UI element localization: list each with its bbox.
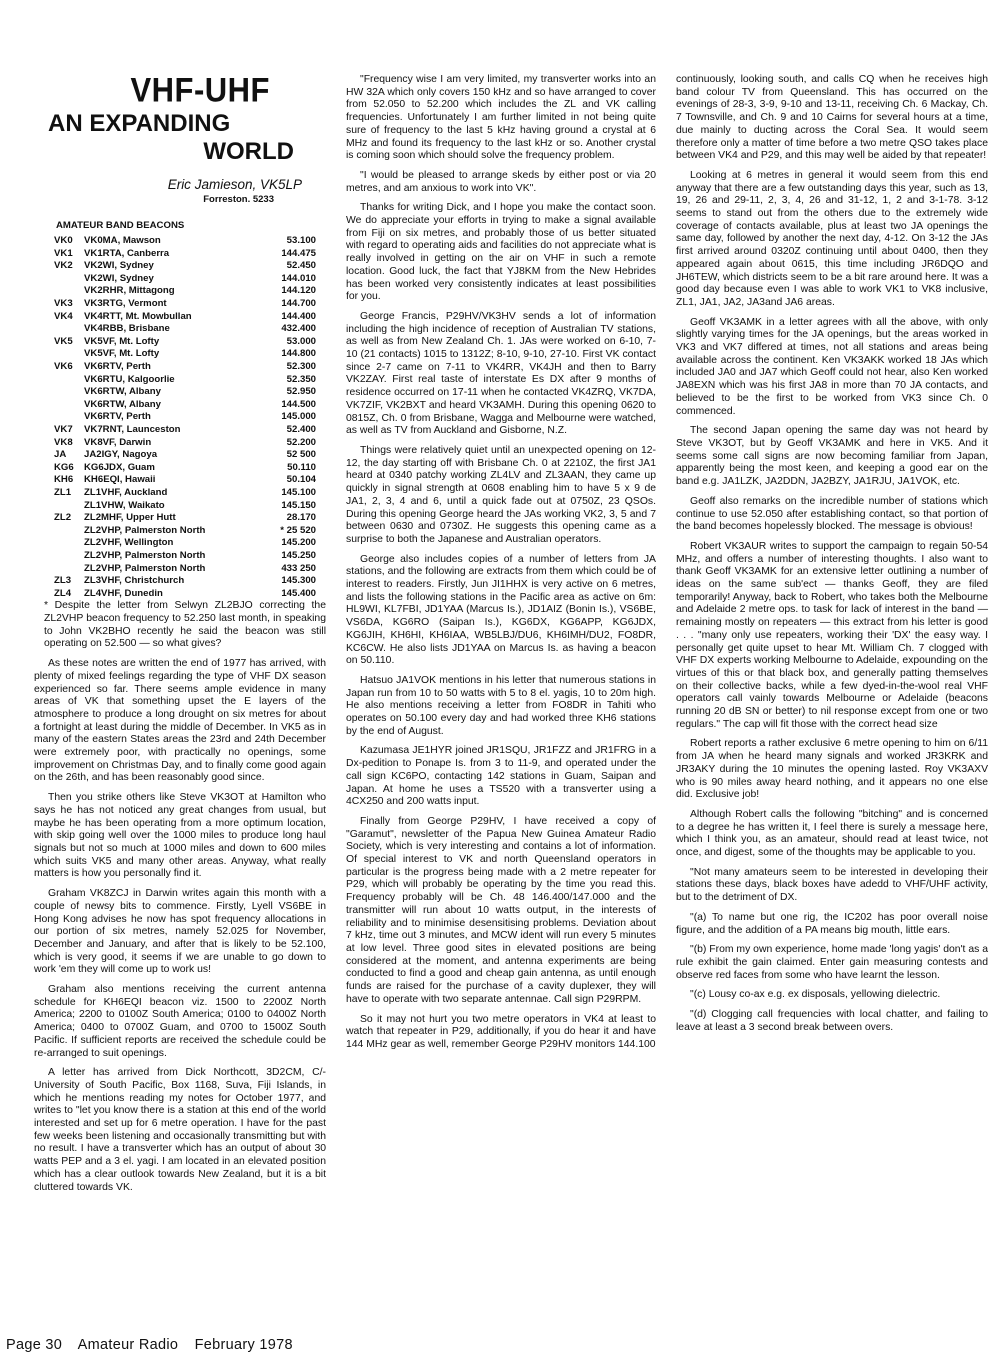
beacon-callsign: VK6RTW, Albany (84, 386, 161, 398)
beacon-callsign: VK8VF, Darwin (84, 436, 152, 448)
beacon-frequency: 53.000 (286, 335, 316, 347)
beacon-state: VK4 (54, 310, 73, 322)
paragraph: continuously, looking south, and calls CQ when he receives high band colour TV from Queensland. This has occurred on the evenings of 28-3, 3-9, 9-10 and 13-11, receiving Ch. 6 Mackay, Ch. 7 Townsville, and Ch. 9 and 10 Cairns for several hours at a time, due mainly to ducting across the Coral Sea. It would seem therefore only a matter of time before a two metre QSO takes place between VK4 and P29, and this may well be aided by that repeater! (676, 74, 988, 162)
beacon-row (54, 361, 316, 374)
beacon-frequency: 52.350 (286, 373, 316, 385)
beacon-state (54, 399, 84, 412)
paragraph: Geoff VK3AMK in a letter agrees with all the above, with only slightly varying times for the JA openings, but the areas worked in VK3 and VK7 differed at times, not all stations and areas being available across the continent. Ken VK3AKK worked 18 JAs which included JA0 and JA7 which Geoff could not hear, also Ken worked JA8EXN which was his first JA8 in more than 70 JA contacts, and believed to be the first to be worked from VK3 since Ch. 0 commenced. (676, 316, 988, 417)
beacon-frequency: 145.150 (281, 499, 316, 511)
beacon-callsign: KG6JDX, Guam (84, 461, 155, 473)
beacon-frequency: 144.700 (281, 298, 316, 310)
paragraph: The second Japan opening the same day was not heard by Steve VK3OT, but by Geoff VK3AMK and here in VK5. And it seems some call signs are now becoming familiar from Japan, apparently being the most keen, and keeping a good ear on the band e.g. JA1LZK, JA2DDN, JA2BZY, JA1RJU, JA1VOK, etc. (676, 425, 988, 488)
paragraph: "Frequency wise I am very limited, my transverter works into an HW 32A which only covers 150 kHz and so have arranged to cover from 52.050 to 52.200 which includes the ZL and VK calling frequencies. Unfortunately I am further limited in not being quite sure of frequency to the last 5 kHz having ground a crystal at 6 MHz and found its frequency to the last kHz or so. Another crystal is coming soon which should solve the frequency problem. (346, 74, 656, 162)
beacon-callsign: VK6RTV, Perth (84, 361, 151, 373)
beacon-state (54, 563, 84, 576)
beacon-row (54, 512, 316, 525)
beacon-frequency: 145.400 (281, 587, 316, 599)
beacon-row (54, 248, 316, 261)
title-line-1: VHF-UHF (130, 69, 270, 110)
beacon-frequency: 52.950 (286, 386, 316, 398)
beacon-row (54, 235, 316, 248)
beacon-state (54, 500, 84, 513)
beacon-frequency: 145.250 (281, 549, 316, 561)
publication-name: Amateur Radio (77, 1337, 179, 1353)
beacon-callsign: VK4RTT, Mt. Mowbullan (84, 310, 192, 322)
beacon-row (54, 323, 316, 336)
beacon-callsign: VK0MA, Mawson (84, 235, 161, 247)
author-location: Forreston. 5233 (203, 193, 274, 205)
paragraph: Graham VK8ZCJ in Darwin writes again this month with a couple of newsy bits to commence. Firstly, Lyell VS6BE in Hong Kong advises he now has spot frequency allocations in our portion of six metres, namely 52.025 for November, December and January, and after that is likely to be 52.100, which is very good, it seems if we are unable to go down to work 'em they will come up to work us! (34, 888, 326, 976)
paragraph: Things were relatively quiet until an unexpected opening on 12-12, the day starting off with Brisbane Ch. 0 at 2210Z, the first JA1 heard at 0340 patchy working ZL4LV and ZL3AAN, they came up quickly in signal strength at 0608 enabling him to have 5 x 9 de JA1, 2, 3, 4 and 6, until a quick fade out at 0750Z, 23 QSOs. During this opening George heard the JAs working VK2, 3, 5 and 7 between 0630 and 0730Z. He suggests this opening came as a surprise to both the Japanese and Australian operators. (346, 444, 656, 545)
beacon-state (54, 411, 84, 424)
beacon-row (54, 424, 316, 437)
paragraph: George Francis, P29HV/VK3HV sends a lot of information including the high incidence of reception of Australian TV stations, as well as from New Zealand Ch. 1. JAs were worked on 6-10, 7-10 (21 contacts) 1015 to 1312Z; 8-10, 9-10, 27-10. First VK contact since 2-7 came on 7-11 to VK4RR, VK4JH and then to Barry VK2ZAY. First real taste of interstate Es DX after 9 months of residence occurred on 17-11 when he contacted VK4ZRQ, VK7DA, VK7ZIF, VK2BXT and heard VK3AMH. During this opening 0620 to 0815Z, Ch. 0 from Brisbane, Wagga and Melbourne were watched, as well as TV from Auckland and Gisborne, N.Z. (346, 310, 656, 437)
column-3 (676, 74, 988, 1042)
beacon-row (54, 550, 316, 563)
beacon-frequency: 144.800 (281, 348, 316, 360)
beacon-frequency: 52.200 (286, 436, 316, 448)
column-1 (34, 69, 326, 1201)
beacon-callsign: VK2WI, Sydney (84, 272, 154, 284)
beacon-frequency: 145.200 (281, 537, 316, 549)
beacon-frequency: 50.110 (287, 461, 316, 473)
beacon-callsign: VK5VF, Mt. Lofty (84, 348, 160, 360)
beacon-frequency: 144.400 (281, 310, 316, 322)
title-line-2: AN EXPANDING (48, 110, 231, 137)
column-1-body (34, 658, 326, 1194)
beacon-callsign: VK6RTU, Kalgoorlie (84, 373, 175, 385)
beacon-state (54, 285, 84, 298)
beacon-state (54, 348, 84, 361)
beacon-state (54, 550, 84, 563)
beacon-callsign: ZL1VHW, Waikato (84, 499, 165, 511)
beacon-state: ZL3 (54, 575, 72, 587)
paragraph: As these notes are written the end of 1977 has arrived, with plenty of mixed feelings regarding the type of VHF DX season experienced so far. There seems ample evidence in many areas of VK that something upset the E layers of the atmosphere to produce a long drought on six metres for about a fortnight at least during the middle of December. In VK5 as in many of the eastern States areas the 23rd and 24th December were extremely poor, with practically no openings, some improvement on Christmas Day, and to finally come good again on the 26th, and has been reasonably good since. (34, 658, 326, 784)
paragraph: "(c) Lousy co-ax e.g. ex disposals, yellowing dielectric. (690, 989, 941, 1001)
beacon-callsign: ZL2VHF, Wellington (84, 537, 174, 549)
beacon-row (54, 298, 316, 311)
beacon-callsign: VK3RTG, Vermont (84, 298, 167, 310)
beacon-state: VK8 (54, 436, 73, 448)
beacon-frequency: 144.120 (281, 285, 316, 297)
beacon-state: ZL4 (54, 587, 72, 599)
paragraph: "(b) From my own experience, home made 'long yagis' don't as a rule exhibit the gain claimed. Enter gain measuring contests and observe red faces from some who have learnt the lesson. (676, 944, 988, 981)
beacon-frequency: 52.400 (286, 424, 316, 436)
beacon-callsign: ZL4VHF, Dunedin (84, 587, 163, 599)
beacon-row (54, 311, 316, 324)
beacon-callsign: VK1RTA, Canberra (84, 247, 170, 259)
beacon-state (54, 374, 84, 387)
beacon-frequency: 50.104 (286, 474, 316, 486)
beacon-frequency: 144.010 (281, 272, 316, 284)
title-line-3: WORLD (203, 138, 294, 165)
beacon-state: VK1 (54, 247, 73, 259)
paragraph: Robert reports a rather exclusive 6 metre opening to him on 6/11 from JA when he heard many signals and worked JR3KRK and JR3AKY during the 10 minutes the opening lasted. Roy VK3AXV who is 90 miles away heard nothing, and it appears no one else did. Exclusive job! (676, 738, 988, 801)
beacon-row (54, 411, 316, 424)
beacon-row (54, 285, 316, 298)
paragraph: Then you strike others like Steve VK3OT at Hamilton who says he has not noticed any great changes from usual, but maybe he has been operating from a more optimum location, with skip going well over the 1000 miles to produce long haul signals but not so much at 1000 miles and down to 600 miles which suits VK5 and many other areas. Anyway, what really matters is how you personally find it. (34, 792, 326, 880)
beacon-state (54, 273, 84, 286)
beacon-row (54, 374, 316, 387)
beacon-row (54, 563, 316, 576)
beacon-callsign: ZL2MHF, Upper Hutt (84, 512, 176, 524)
paragraph: Robert VK3AUR writes to support the campaign to regain 50-54 MHz, and offers a number of interesting thoughts. I also want to thank Geoff VK3AMK for an extensive letter outlining a number of ideas on the same sub'ect — thanks Geoff, they are filed temporarily! Anyway, back to Robert, who takes both the Melbourne and Adelaide 2 metre ops. to task for lack of interest in the band — remaining mostly on repeaters — this extract from his letter is good . . . "many only use repeaters, working their 'DX' the easy way. I personally get quite upset to hear Mt. William Ch. 7 clogged with VHF DX experts working Melbourne to Adelaide, expounding on the virtues of this or that black box, and generally patting themselves on their collective backs, while a few dyed-in-the-wool real VHF operators call vainly towards Melbourne or Adelaide (beacons running 20 dB SN or better) to nil response except from one or two regulars." The cap will fit those with the correct head size (676, 540, 988, 730)
paragraph: "(d) Clogging call frequencies with local chatter, and failing to leave at least a 3 second break between overs. (676, 1009, 988, 1033)
beacon-callsign: ZL3VHF, Christchurch (84, 575, 185, 587)
paragraph: Finally from George P29HV, I have received a copy of "Garamut", newsletter of the Papua New Guinea Amateur Radio Society, which is very interesting and contains a lot of information. Of special interest to VK and north Queensland operators in particular is the progress being made with a 2 metre repeater for P29, which will probably be operating by the time you read this. Frequency probably will be Ch. 48 146.400/147.000 and the transmitter will run about 10 watts output, in the interests of reliability and to minimise desensitising problems. Deviation about 7 kHz, time out 3 minutes, and MCW ident will run every 5 minutes at low level. Three good sites in elevated positions are being considered at the moment, and antenna experiments are being conducted to find a good and cheap gain antenna, as until enough funds are raised for the purchase of a cavity duplexer, they will have to operate with two separate antennae. Call sign P29RPM. (346, 815, 656, 1005)
author: Eric Jamieson, VK5LP (167, 177, 302, 192)
page-footer (6, 1337, 305, 1353)
beacon-frequency: 145.000 (281, 411, 316, 423)
paragraph: Kazumasa JE1HYR joined JR1SQU, JR1FZZ and JR1FRG in a Dx-pedition to Ponape Is. from 3 to 11-9, and operated under the call sign KC6PO, contacting 142 stations in Guam, Saipan and Japan. At home he uses a TS520 with a transverter using a 4CX250 and 200 watts input. (346, 745, 656, 808)
beacons-footnote: * Despite the letter from Selwyn ZL2BJO correcting the ZL2VHP beacon frequency to 52.250 last month, in speaking to John VK2BHO recently he said the beacon was still operating on 52.500 — so what gives? (44, 600, 326, 650)
beacon-row (54, 588, 316, 601)
beacon-frequency: 145.100 (281, 486, 316, 498)
beacon-callsign: VK2RHR, Mittagong (84, 285, 175, 297)
beacon-callsign: VK4RBB, Brisbane (84, 323, 170, 335)
column-2 (346, 74, 656, 1059)
beacon-state: JA (54, 449, 67, 461)
beacon-state: KG6 (54, 461, 74, 473)
beacon-state (54, 386, 84, 399)
beacon-state: ZL2 (54, 512, 72, 524)
beacons-table (54, 235, 316, 600)
beacon-callsign: KH6EQI, Hawaii (84, 474, 156, 486)
issue-date: February 1978 (194, 1337, 293, 1353)
beacon-frequency: * 25 520 (280, 524, 316, 536)
paragraph: "I would be pleased to arrange skeds by either post or via 20 metres, and am anxious to work into VK". (346, 169, 656, 194)
paragraph: So it may not hurt you two metre operators in VK4 at least to watch that repeater in P29, additionally, if you do hear it and have 144 MHz gear as well, remember George P29HV monitors 144.100 (346, 1013, 656, 1050)
page-number: Page 30 (6, 1337, 63, 1353)
beacon-callsign: VK6RTV, Perth (84, 411, 151, 423)
beacon-frequency: 433 250 (281, 562, 316, 574)
beacon-frequency: 28.170 (286, 512, 316, 524)
beacon-callsign: VK2WI, Sydney (84, 260, 154, 272)
beacon-row (54, 386, 316, 399)
beacon-state: VK3 (54, 298, 73, 310)
beacon-callsign: JA2IGY, Nagoya (84, 449, 158, 461)
beacon-state: KH6 (54, 474, 74, 486)
beacon-frequency: 432.400 (281, 323, 316, 335)
beacon-row (54, 336, 316, 349)
beacon-frequency: 144.500 (281, 398, 316, 410)
beacon-state: VK2 (54, 260, 73, 272)
beacon-row (54, 449, 316, 462)
beacon-state (54, 525, 84, 538)
beacon-row (54, 525, 316, 538)
beacon-row (54, 437, 316, 450)
beacon-callsign: ZL2VHP, Palmerston North (84, 562, 206, 574)
beacon-row (54, 399, 316, 412)
beacon-frequency: 52.450 (286, 260, 316, 272)
paragraph: Thanks for writing Dick, and I hope you make the contact soon. We do appreciate your efforts in trying to make a signal available from Fiji on six metres, and probably those of us better situated with regard to operating aids and facilities do not appreciate what is really involved in getting on the air on VHF in such a remote location. Good luck, the fact that YJ8KM from the New Hebrides has been worked very consistently indicates at least possibilities for you. (346, 202, 656, 303)
beacon-state: VK7 (54, 424, 73, 436)
beacon-callsign: VK7RNT, Launceston (84, 424, 181, 436)
paragraph: Hatsuo JA1VOK mentions in his letter that numerous stations in Japan run from 10 to 50 watts with 5 to 8 el. yagis, 10 to 20m high. He also mentions receiving a letter from FO8DR in Tahiti who operates on 50.100 every day and had worked three KH6 stations by the end of August. (346, 674, 656, 737)
paragraph: Although Robert calls the following "bitching" and is concerned to a degree he has written it, I feel there is surely a message here, which I think you, as an amateur, should read at least twice, not once, and digest, some of the thoughts may be applicable to you. (676, 808, 988, 859)
paragraph: Graham also mentions receiving the current antenna schedule for KH6EQI beacon viz. 1500 to 2200Z North America; 2200 to 0100Z South America; 0100 to 0400Z North America; 0400 to 0700Z Guam, and 0700 to 1500Z South Pacific. If sufficient reports are received the schedule could be re-arranged to suit openings. (34, 984, 326, 1059)
beacon-row (54, 474, 316, 487)
beacon-frequency: 52 500 (286, 449, 316, 461)
beacon-row (54, 537, 316, 550)
beacon-callsign: VK5VF, Mt. Lofty (84, 335, 160, 347)
beacon-frequency: 52.300 (286, 361, 316, 373)
beacon-row (54, 462, 316, 475)
beacon-row (54, 575, 316, 588)
paragraph: A letter has arrived from Dick Northcott, 3D2CM, C/- University of South Pacific, Box 1168, Suva, Fiji Islands, in which he mentions reading my notes for October 1977, and writes to "let you know there is a station at this end of the world interested and set up for 6 metre operation. I have for the past few weeks been listening and occasionally transmitting but with no result. I have a transverter which has an output of about 30 watts PEP and a 3 el. yagi. I am located in an elevated position which has a clear outlook towards New Zealand, but it is a bit cluttered towards VK. (34, 1067, 326, 1193)
beacon-callsign: ZL2VHP, Palmerston North (84, 549, 206, 561)
beacon-callsign: VK6RTW, Albany (84, 398, 161, 410)
paragraph: Looking at 6 metres in general it would seem from this end anyway that there are a few outstanding days this year, such as 13, 19, 26 and 29-11, 2, 3, 4, 26 and 31-12, 1, 2 and 3-1-78. 3-12 seems to stand out from the others due to the extremely wide coverage of contacts available, plus at least two JA openings the same day, followed by another the next day, 4-12. On 3-12 the JAs first arrived around 0320Z continuing until about 0400, then they appeared again about 0615, this time including JR6DQO and JH6TEW, which districts seem to be a bit rare around here. It was a good day because even I was able to work VK1 to VK8 inclusive, ZL1, JA1, JA2, JA3and JA6 areas. (676, 169, 988, 308)
paragraph: Geoff also remarks on the incredible number of stations which continue to use 52.050 after establishing contact, so that portion of the band becomes hopelessly blocked. The message is obvious! (676, 495, 988, 533)
beacon-frequency: 145.300 (281, 575, 316, 587)
paragraph: "Not many amateurs seem to be interested in developing their stations these days, black boxes have adedd to VHF/UHF activity, but to the detriment of DX. (676, 866, 988, 904)
beacons-heading: AMATEUR BAND BEACONS (56, 220, 185, 232)
beacon-state (54, 537, 84, 550)
beacon-frequency: 144.475 (281, 247, 316, 259)
beacon-state: VK0 (54, 235, 73, 247)
beacon-frequency: 53.100 (286, 235, 316, 247)
beacon-state (54, 323, 84, 336)
beacon-callsign: ZL2VHP, Palmerston North (84, 524, 206, 536)
beacon-row (54, 260, 316, 273)
beacon-row (54, 487, 316, 500)
beacon-callsign: ZL1VHF, Auckland (84, 486, 168, 498)
beacon-row (54, 273, 316, 286)
beacon-state: VK6 (54, 361, 73, 373)
paragraph: "(a) To name but one rig, the IC202 has poor overall noise figure, and the addition of a PA means big mouth, little ears. (676, 911, 988, 936)
beacon-state: ZL1 (54, 486, 72, 498)
beacon-state: VK5 (54, 335, 73, 347)
beacon-row (54, 348, 316, 361)
beacon-row (54, 500, 316, 513)
paragraph: George also includes copies of a number of letters from JA stations, and the following are extracts from them which could be of interest to readers. Firstly, Jun JI1HHX is very active on 6 metres, and lists the following stations in the Pacific area as active on 6m: HL9WI, KL7FBI, JD1YAA (Marcus Is.), JD1AIZ (Bonin Is.), VS6BE, VS6DA, KG6RO (Saipan Is.), KG6DX, KG6APP, KG6JDX, KG6JIH, KH6HI, KH6IAA, WB5LBJ/DU6, KH6IMH/DU2, FO8DR, KC6CW. He also lists JD1YAA on Marcus Is. as having a beacon on 50.110. (346, 553, 656, 667)
